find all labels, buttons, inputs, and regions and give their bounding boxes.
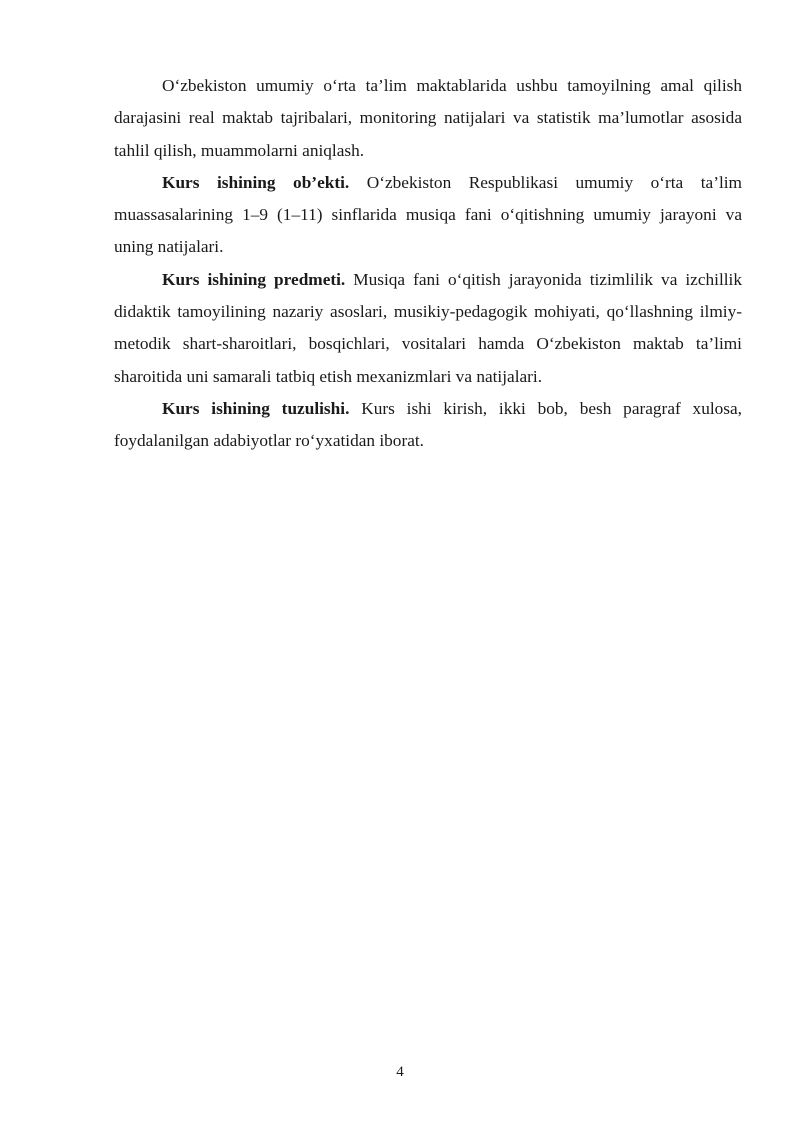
paragraph-object: [114, 167, 742, 264]
paragraph-lead: Kurs ishining predmeti.: [162, 269, 346, 289]
paragraph-text: Musiqa fani o‘qitish jarayonida tizimlilik va izchillik didaktik tamoyilining nazariy asoslari, musikiy-pedagogik mohiyati, qo‘llashning ilmiy-metodik shart-sharoitlari, bosqichlari, vositalari hamda O‘zbekiston maktab ta’limi sharoitida uni samarali tatbiq etish mexanizmlari va natijalari.: [114, 269, 742, 386]
paragraph-lead: Kurs ishining tuzulishi.: [162, 398, 350, 418]
page-body: [114, 70, 742, 458]
paragraph-lead: Kurs ishining ob’ekti.: [162, 172, 350, 192]
paragraph-intro-analysis: [114, 70, 742, 167]
paragraph-structure: [114, 393, 742, 458]
paragraph-subject: [114, 264, 742, 393]
page-number: 4: [396, 1064, 404, 1080]
paragraph-text: O‘zbekiston umumiy o‘rta ta’lim maktablarida ushbu tamoyilning amal qilish darajasini real maktab tajribalari, monitoring natijalari va statistik ma’lumotlar asosida tahlil qilish, muammolarni aniqlash.: [114, 76, 742, 160]
paragraph-text: Kurs ishi kirish, ikki bob, besh paragraf xulosa, foydalanilgan adabiyotlar ro‘yxatidan iborat.: [114, 398, 742, 451]
paragraph-text: O‘zbekiston Respublikasi umumiy o‘rta ta’lim muassasalarining 1–9 (1–11) sinflarida musiqa fani o‘qitishning umumiy jarayoni va uning natijalari.: [114, 172, 742, 257]
